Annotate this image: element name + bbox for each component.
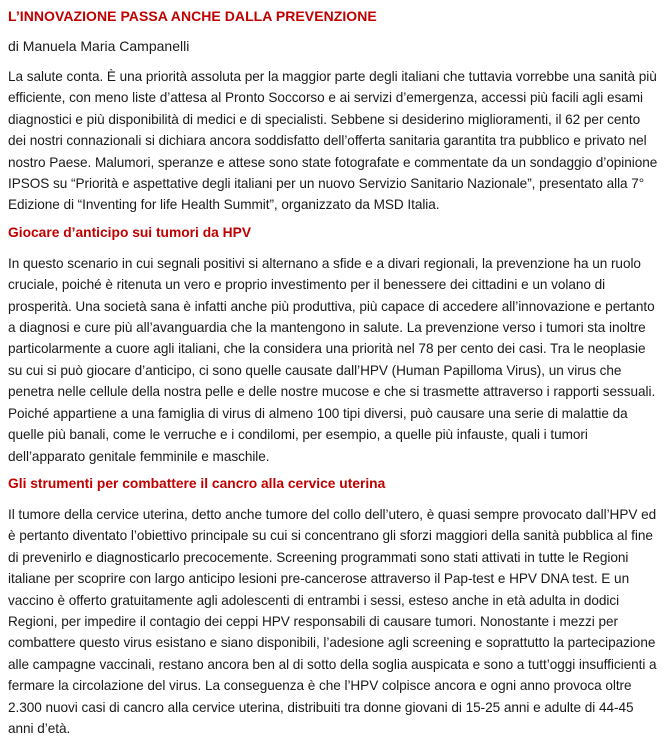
article-title: L’INNOVAZIONE PASSA ANCHE DALLA PREVENZIONE [8, 8, 377, 24]
article-byline: di Manuela Maria Campanelli [8, 38, 190, 54]
section-heading-cervical-cancer: Gli strumenti per combattere il cancro alla cervice uterina [8, 475, 386, 491]
section-paragraph-cervical-cancer: Il tumore della cervice uterina, detto anche tumore del collo dell’utero, è quasi sempre provocato dall’HPV ed è pertanto diventato l’obiettivo principale su cui si concentrano gli sforzi maggiori della sanità pubblica al fine di prevenirlo e diagnosticarlo precocemente. Screening programmati sono stati attivati in tutte le Regioni italiane per scoprire con largo anticipo lesioni pre-cancerose attraverso il Pap-test e HPV DNA test. E un vaccino è offerto gratuitamente agli adolescenti di entrambi i sessi, esteso anche in età adulta in dodici Regioni, per impedire il contagio dei ceppi HPV responsabili di causare tumori. Nonostante i mezzi per combattere questo virus esistano e siano disponibili, l’adesione agli screening e soprattutto la partecipazione alle campagne vaccinali, restano ancora ben al di sotto della soglia auspicata e sono a tutt’oggi insufficienti a fermare la circolazione del virus. La conseguenza è che l’HPV colpisce ancora e ogni anno provoca oltre 2.300 nuovi casi di cancro alla cervice uterina, distribuiti tra donne giovani di 15-25 anni e adulte di 44-45 anni d’età. [8, 506, 657, 736]
section-heading-hpv: Giocare d’anticipo sui tumori da HPV [8, 224, 252, 240]
section-paragraph-hpv: In questo scenario in cui segnali positivi si alternano a sfide e a divari regionali, la prevenzione ha un ruolo cruciale, poiché è ritenuta un vero e proprio investimento per il benessere dei cittadini e un volano di prosperità. Una società sana è infatti anche più produttiva, più capace di accedere all’innovazione e pertanto a diagnosi e cure più all’avanguardia che la mantengono in salute. La prevenzione verso i tumori sta inoltre particolarmente a cuore agli italiani, che la considera una priorità nel 78 per cento dei casi. Tra le neoplasie su cui si può giocare d’anticipo, ci sono quelle causate dall’HPV (Human Papilloma Virus), un virus che penetra nelle cellule della nostra pelle e delle nostre mucose e che si trasmette attraverso i rapporti sessuali. Poiché appartiene a una famiglia di virus di almeno 100 tipi diversi, può causare una serie di malattie da quelle più banali, come le verruche e i condilomi, per esempio, a quelle più infauste, quali i tumori dell’apparato genitale femminile e maschile. [8, 255, 656, 464]
intro-paragraph: La salute conta. È una priorità assoluta per la maggior parte degli italiani che tuttavia vorrebbe una sanità più efficiente, con meno liste d’attesa al Pronto Soccorso e ai servizi d’emergenza, accessi più facili agli esami diagnostici e più disponibilità di medici e di specialisti. Sebbene si desiderino miglioramenti, il 62 per cento dei nostri connazionali si dichiara ancora soddisfatto dell’offerta sanitaria garantita tra pubblico e privato nel nostro Paese. Malumori, speranze e attese sono state fotografate e commentate da un sondaggio d’opinione IPSOS su “Priorità e aspettative degli italiani per un nuovo Servizio Sanitario Nazionale”, presentato alla 7° Edizione di “Inventing for life Health Summit”, organizzato da MSD Italia. [8, 69, 658, 213]
